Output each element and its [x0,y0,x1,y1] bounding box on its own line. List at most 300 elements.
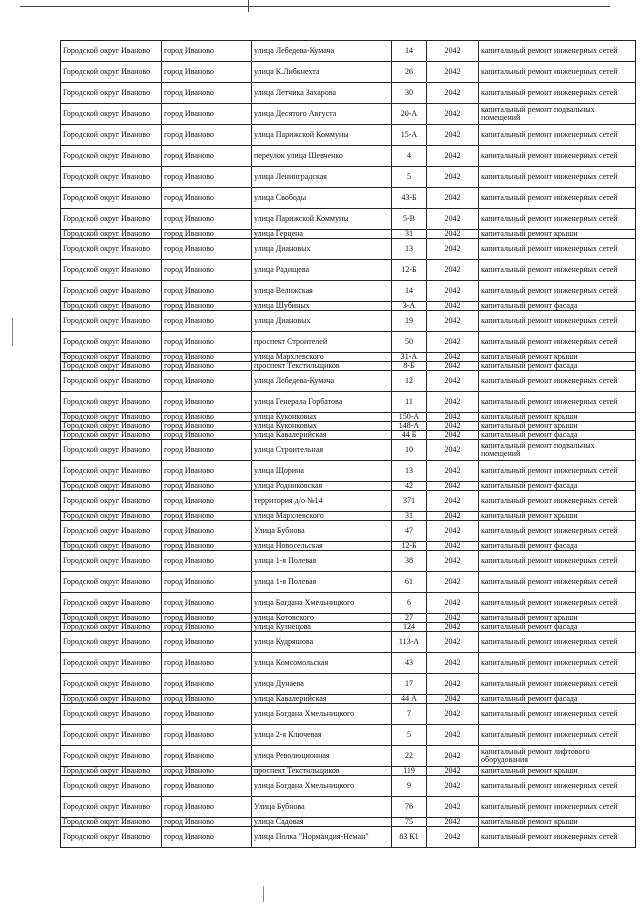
year-cell: 2042 [427,695,479,704]
street-cell: улица Котовского [252,614,392,623]
table-row [61,125,636,146]
table-row [61,542,636,551]
top-rule [20,6,610,7]
year-cell: 2042 [427,725,479,746]
work-type-cell: капитальный ремонт фасада [479,695,636,704]
district-cell: Городской округ Иваново [61,188,162,209]
table-row [61,695,636,704]
year-cell: 2042 [427,422,479,431]
year-cell: 2042 [427,371,479,392]
district-cell: Городской округ Иваново [61,704,162,725]
city-cell: город Иваново [162,146,252,167]
district-cell: Городской округ Иваново [61,632,162,653]
street-cell: переулок улица Шевченко [252,146,392,167]
street-cell: улица Парижской Коммуны [252,209,392,230]
work-type-cell: капитальный ремонт инженерных сетей [479,392,636,413]
year-cell: 2042 [427,818,479,827]
street-cell: улица Мархлевского [252,353,392,362]
year-cell: 2042 [427,632,479,653]
table-row [61,653,636,674]
binding-mark [12,318,13,346]
street-cell: улица Кавалерийская [252,695,392,704]
house-number-cell: 76 [392,797,427,818]
district-cell: Городской округ Иваново [61,62,162,83]
year-cell: 2042 [427,491,479,512]
house-number-cell: 31-А [392,353,427,362]
street-cell: улица Парижской Коммуны [252,125,392,146]
table-row [61,41,636,62]
table-row [61,281,636,302]
work-type-cell: капитальный ремонт крыши [479,230,636,239]
work-type-cell: капитальный ремонт инженерных сетей [479,593,636,614]
city-cell: город Иваново [162,818,252,827]
table-row [61,704,636,725]
year-cell: 2042 [427,521,479,542]
work-type-cell: капитальный ремонт подвальных помещений [479,440,636,461]
work-type-cell: капитальный ремонт инженерных сетей [479,572,636,593]
table-row [61,593,636,614]
city-cell: город Иваново [162,431,252,440]
table-row [61,623,636,632]
city-cell: город Иваново [162,260,252,281]
city-cell: город Иваново [162,353,252,362]
work-type-cell: капитальный ремонт инженерных сетей [479,674,636,695]
year-cell: 2042 [427,188,479,209]
year-cell: 2042 [427,797,479,818]
city-cell: город Иваново [162,311,252,332]
city-cell: город Иваново [162,776,252,797]
street-cell: улица Кузнецова [252,623,392,632]
table-row [61,797,636,818]
city-cell: город Иваново [162,239,252,260]
year-cell: 2042 [427,209,479,230]
work-type-cell: капитальный ремонт инженерных сетей [479,461,636,482]
table-row [61,302,636,311]
work-type-cell: капитальный ремонт крыши [479,614,636,623]
city-cell: город Иваново [162,491,252,512]
city-cell: город Иваново [162,392,252,413]
street-cell: улица Десятого Августа [252,104,392,125]
table-row [61,521,636,542]
work-type-cell: капитальный ремонт крыши [479,512,636,521]
house-number-cell: 15-А [392,125,427,146]
street-cell: улица Ленинградская [252,167,392,188]
year-cell: 2042 [427,704,479,725]
bottom-tick-mark [263,886,264,902]
work-type-cell: капитальный ремонт инженерных сетей [479,332,636,353]
house-number-cell: 27 [392,614,427,623]
table-row [61,230,636,239]
year-cell: 2042 [427,593,479,614]
district-cell: Городской округ Иваново [61,167,162,188]
district-cell: Городской округ Иваново [61,827,162,848]
street-cell: улица Богдана Хмельницкого [252,593,392,614]
house-number-cell: 4 [392,146,427,167]
house-number-cell: 22 [392,746,427,767]
table-row [61,746,636,767]
district-cell: Городской округ Иваново [61,392,162,413]
house-number-cell: 14 [392,41,427,62]
district-cell: Городской округ Иваново [61,746,162,767]
house-number-cell: 148-А [392,422,427,431]
top-tick-mark [248,0,249,12]
table-row [61,260,636,281]
street-cell: улица Свободы [252,188,392,209]
district-cell: Городской округ Иваново [61,146,162,167]
house-number-cell: 61 [392,572,427,593]
work-type-cell: капитальный ремонт инженерных сетей [479,83,636,104]
house-number-cell: 43-Б [392,188,427,209]
city-cell: город Иваново [162,695,252,704]
city-cell: город Иваново [162,188,252,209]
work-type-cell: капитальный ремонт инженерных сетей [479,62,636,83]
year-cell: 2042 [427,281,479,302]
table-row [61,422,636,431]
district-cell: Городской округ Иваново [61,767,162,776]
table-row [61,167,636,188]
work-type-cell: капитальный ремонт крыши [479,353,636,362]
city-cell: город Иваново [162,41,252,62]
year-cell: 2042 [427,461,479,482]
district-cell: Городской округ Иваново [61,332,162,353]
street-cell: улица Велижская [252,281,392,302]
city-cell: город Иваново [162,725,252,746]
work-type-cell: капитальный ремонт инженерных сетей [479,260,636,281]
city-cell: город Иваново [162,62,252,83]
table-row [61,551,636,572]
city-cell: город Иваново [162,623,252,632]
house-number-cell: 5 [392,725,427,746]
street-cell: улица Кудряшова [252,632,392,653]
district-cell: Городской округ Иваново [61,431,162,440]
house-number-cell: 8-Б [392,362,427,371]
district-cell: Городской округ Иваново [61,362,162,371]
table-row [61,632,636,653]
table-row [61,776,636,797]
district-cell: Городской округ Иваново [61,491,162,512]
year-cell: 2042 [427,776,479,797]
street-cell: улица 1-я Полевая [252,572,392,593]
city-cell: город Иваново [162,746,252,767]
work-type-cell: капитальный ремонт инженерных сетей [479,41,636,62]
table-row [61,188,636,209]
table-row [61,461,636,482]
house-number-cell: 14 [392,281,427,302]
year-cell: 2042 [427,542,479,551]
work-type-cell: капитальный ремонт фасада [479,431,636,440]
house-number-cell: 371 [392,491,427,512]
district-cell: Городской округ Иваново [61,674,162,695]
city-cell: город Иваново [162,230,252,239]
work-type-cell: капитальный ремонт инженерных сетей [479,239,636,260]
street-cell: улица 1-я Полевая [252,551,392,572]
district-cell: Городской округ Иваново [61,551,162,572]
street-cell: улица Богдана Хмельницкого [252,704,392,725]
district-cell: Городской округ Иваново [61,797,162,818]
street-cell: улица Лебедева-Кумача [252,371,392,392]
house-number-cell: 11 [392,392,427,413]
work-type-cell: капитальный ремонт инженерных сетей [479,551,636,572]
district-cell: Городской округ Иваново [61,725,162,746]
year-cell: 2042 [427,260,479,281]
year-cell: 2042 [427,674,479,695]
work-type-cell: капитальный ремонт крыши [479,422,636,431]
district-cell: Городской округ Иваново [61,542,162,551]
city-cell: город Иваново [162,593,252,614]
city-cell: город Иваново [162,332,252,353]
street-cell: улица Диановых [252,311,392,332]
street-cell: улица Куконковых [252,422,392,431]
house-number-cell: 13 [392,239,427,260]
city-cell: город Иваново [162,362,252,371]
house-number-cell: 38 [392,551,427,572]
work-type-cell: капитальный ремонт инженерных сетей [479,209,636,230]
work-type-cell: капитальный ремонт крыши [479,767,636,776]
table-row [61,311,636,332]
table-row [61,353,636,362]
house-number-cell: 44 А [392,695,427,704]
city-cell: город Иваново [162,371,252,392]
year-cell: 2042 [427,353,479,362]
table-row [61,614,636,623]
street-cell: Улица Бубнова [252,797,392,818]
house-number-cell: 6 [392,593,427,614]
city-cell: город Иваново [162,482,252,491]
street-cell: проспект Строителей [252,332,392,353]
year-cell: 2042 [427,746,479,767]
table-row [61,371,636,392]
year-cell: 2042 [427,125,479,146]
city-cell: город Иваново [162,461,252,482]
city-cell: город Иваново [162,302,252,311]
work-type-cell: капитальный ремонт инженерных сетей [479,188,636,209]
table-row [61,482,636,491]
house-number-cell: 9 [392,776,427,797]
district-cell: Городской округ Иваново [61,413,162,422]
work-type-cell: капитальный ремонт инженерных сетей [479,281,636,302]
work-type-cell: капитальный ремонт инженерных сетей [479,725,636,746]
city-cell: город Иваново [162,572,252,593]
street-cell: улица Генерала Горбатова [252,392,392,413]
house-number-cell: 12-Б [392,542,427,551]
work-type-cell: капитальный ремонт инженерных сетей [479,521,636,542]
year-cell: 2042 [427,827,479,848]
district-cell: Городской округ Иваново [61,230,162,239]
table-row [61,440,636,461]
year-cell: 2042 [427,332,479,353]
table-row [61,362,636,371]
work-type-cell: капитальный ремонт инженерных сетей [479,704,636,725]
year-cell: 2042 [427,83,479,104]
city-cell: город Иваново [162,125,252,146]
district-cell: Городской округ Иваново [61,302,162,311]
street-cell: улица Лебедева-Кумача [252,41,392,62]
table-row [61,239,636,260]
house-number-cell: 12 [392,371,427,392]
year-cell: 2042 [427,512,479,521]
district-cell: Городской округ Иваново [61,41,162,62]
district-cell: Городской округ Иваново [61,695,162,704]
work-type-cell: капитальный ремонт инженерных сетей [479,827,636,848]
street-cell: улица Садовая [252,818,392,827]
street-cell: улица Комсомольская [252,653,392,674]
work-type-cell: капитальный ремонт инженерных сетей [479,125,636,146]
district-cell: Городской округ Иваново [61,353,162,362]
year-cell: 2042 [427,104,479,125]
street-cell: улица 2-я Ключевая [252,725,392,746]
city-cell: город Иваново [162,521,252,542]
work-type-cell: капитальный ремонт подвальных помещений [479,104,636,125]
house-number-cell: 10 [392,440,427,461]
district-cell: Городской округ Иваново [61,482,162,491]
district-cell: Городской округ Иваново [61,422,162,431]
table-row [61,818,636,827]
city-cell: город Иваново [162,542,252,551]
table-row [61,62,636,83]
city-cell: город Иваново [162,674,252,695]
table-row [61,209,636,230]
city-cell: город Иваново [162,422,252,431]
table-row [61,827,636,848]
street-cell: улица Родниковская [252,482,392,491]
year-cell: 2042 [427,41,479,62]
city-cell: город Иваново [162,797,252,818]
street-cell: улица Мархлевского [252,512,392,521]
city-cell: город Иваново [162,209,252,230]
district-cell: Городской округ Иваново [61,440,162,461]
work-type-cell: капитальный ремонт фасада [479,542,636,551]
district-cell: Городской округ Иваново [61,593,162,614]
table-row [61,146,636,167]
year-cell: 2042 [427,62,479,83]
district-cell: Городской округ Иваново [61,512,162,521]
street-cell: улица Революционная [252,746,392,767]
house-number-cell: 7 [392,704,427,725]
year-cell: 2042 [427,614,479,623]
house-number-cell: 31 [392,512,427,521]
work-type-cell: капитальный ремонт инженерных сетей [479,653,636,674]
street-cell: улица Полка "Нормандия-Неман" [252,827,392,848]
year-cell: 2042 [427,146,479,167]
district-cell: Городской округ Иваново [61,83,162,104]
district-cell: Городской округ Иваново [61,818,162,827]
district-cell: Городской округ Иваново [61,311,162,332]
house-number-cell: 3-А [392,302,427,311]
table-row [61,572,636,593]
year-cell: 2042 [427,572,479,593]
house-number-cell: 5-В [392,209,427,230]
city-cell: город Иваново [162,767,252,776]
work-type-cell: капитальный ремонт лифтового оборудования [479,746,636,767]
house-number-cell: 17 [392,674,427,695]
house-number-cell: 12-Б [392,260,427,281]
district-cell: Городской округ Иваново [61,281,162,302]
table-row [61,332,636,353]
work-type-cell: капитальный ремонт инженерных сетей [479,491,636,512]
street-cell: улица Богдана Хмельницкого [252,776,392,797]
house-number-cell: 5 [392,167,427,188]
house-number-cell: 31 [392,230,427,239]
year-cell: 2042 [427,440,479,461]
street-cell: улица Герцена [252,230,392,239]
table-row [61,725,636,746]
table-row [61,674,636,695]
house-number-cell: 26 [392,62,427,83]
street-cell: улица Летчика Захарова [252,83,392,104]
work-type-cell: капитальный ремонт инженерных сетей [479,167,636,188]
year-cell: 2042 [427,482,479,491]
street-cell: улица Дунаева [252,674,392,695]
district-cell: Городской округ Иваново [61,371,162,392]
year-cell: 2042 [427,392,479,413]
city-cell: город Иваново [162,440,252,461]
street-cell: улица Новосельская [252,542,392,551]
house-number-cell: 50 [392,332,427,353]
house-number-cell: 124 [392,623,427,632]
city-cell: город Иваново [162,167,252,188]
street-cell: улица Куконковых [252,413,392,422]
year-cell: 2042 [427,302,479,311]
city-cell: город Иваново [162,104,252,125]
district-cell: Городской округ Иваново [61,260,162,281]
year-cell: 2042 [427,167,479,188]
work-type-cell: капитальный ремонт инженерных сетей [479,797,636,818]
district-cell: Городской округ Иваново [61,461,162,482]
year-cell: 2042 [427,362,479,371]
house-number-cell: 83 К1 [392,827,427,848]
year-cell: 2042 [427,653,479,674]
house-number-cell: 13 [392,461,427,482]
house-number-cell: 150-А [392,413,427,422]
street-cell: улица Щорина [252,461,392,482]
house-number-cell: 44 Б [392,431,427,440]
street-cell: Улица Бубнова [252,521,392,542]
year-cell: 2042 [427,311,479,332]
table-row [61,83,636,104]
year-cell: 2042 [427,767,479,776]
district-cell: Городской округ Иваново [61,209,162,230]
city-cell: город Иваново [162,704,252,725]
house-number-cell: 43 [392,653,427,674]
district-cell: Городской округ Иваново [61,623,162,632]
street-cell: улица Радищева [252,260,392,281]
city-cell: город Иваново [162,614,252,623]
district-cell: Городской округ Иваново [61,521,162,542]
house-number-cell: 113-А [392,632,427,653]
district-cell: Городской округ Иваново [61,572,162,593]
year-cell: 2042 [427,239,479,260]
district-cell: Городской округ Иваново [61,104,162,125]
year-cell: 2042 [427,230,479,239]
city-cell: город Иваново [162,653,252,674]
year-cell: 2042 [427,623,479,632]
work-type-cell: капитальный ремонт инженерных сетей [479,371,636,392]
table-row [61,512,636,521]
house-number-cell: 119 [392,767,427,776]
work-type-cell: капитальный ремонт инженерных сетей [479,632,636,653]
work-type-cell: капитальный ремонт фасада [479,362,636,371]
work-type-cell: капитальный ремонт крыши [479,413,636,422]
street-cell: проспект Текстильщиков [252,362,392,371]
work-type-cell: капитальный ремонт крыши [479,818,636,827]
work-type-cell: капитальный ремонт фасада [479,623,636,632]
table-row [61,767,636,776]
house-number-cell: 20-А [392,104,427,125]
work-type-cell: капитальный ремонт инженерных сетей [479,311,636,332]
table-row [61,413,636,422]
year-cell: 2042 [427,431,479,440]
district-cell: Городской округ Иваново [61,614,162,623]
